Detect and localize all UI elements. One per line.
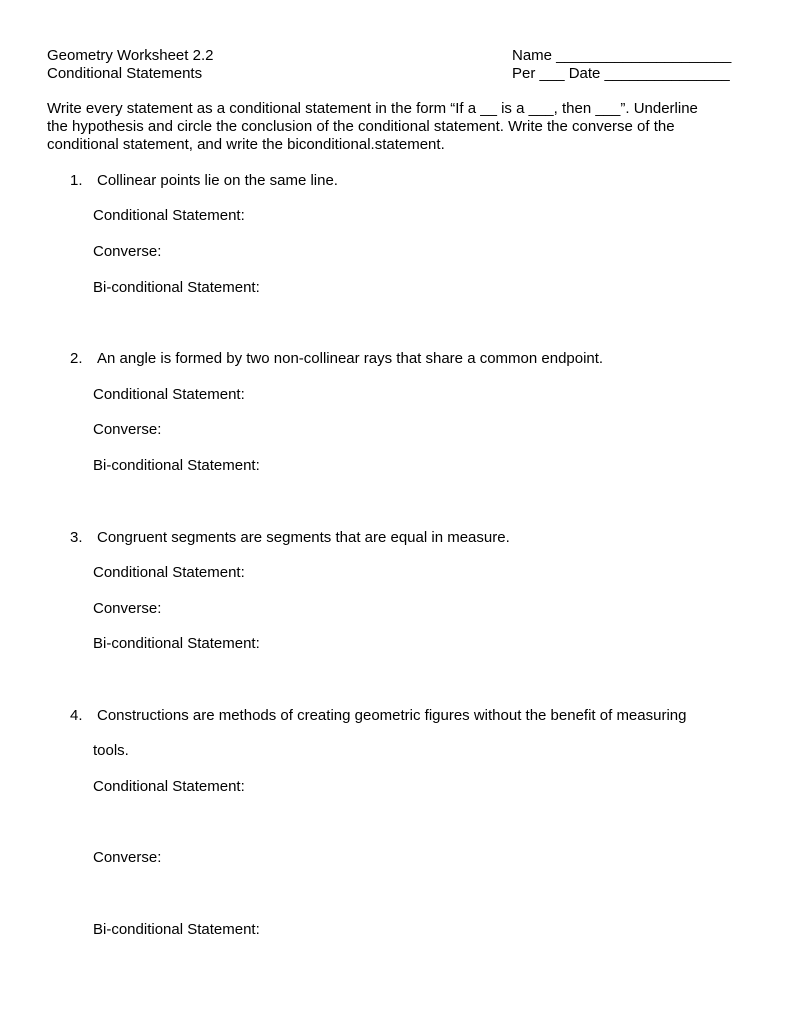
item-3-statement: Congruent segments are segments that are equal in measure.: [97, 529, 510, 546]
instructions: [47, 100, 767, 154]
item-2-biconditional-label: Bi-conditional Statement:: [93, 457, 260, 474]
item-4-biconditional-label: Bi-conditional Statement:: [93, 921, 260, 938]
name-field: Name _____________________: [512, 47, 732, 64]
worksheet-title: Geometry Worksheet 2.2: [47, 47, 214, 64]
instructions-line: Write every statement as a conditional statement in the form “If a __ is a ___, then ___”. Underline: [47, 100, 698, 117]
item-2-number: 2.: [70, 350, 83, 367]
item-4-statement: Constructions are methods of creating geometric figures without the benefit of measuring: [97, 707, 687, 724]
instructions-line: the hypothesis and circle the conclusion of the conditional statement. Write the converse of the: [47, 118, 675, 135]
student-info: [512, 47, 731, 83]
item-2-statement: An angle is formed by two non-collinear rays that share a common endpoint.: [97, 350, 604, 367]
item-1-conditional-label: Conditional Statement:: [93, 207, 245, 224]
item-2-converse-label: Converse:: [93, 421, 162, 438]
item-3-converse-label: Converse:: [93, 600, 162, 617]
item-4-converse-label: Converse:: [93, 849, 162, 866]
item-4-number: 4.: [70, 707, 83, 724]
worksheet-subtitle: Conditional Statements: [47, 65, 203, 82]
instructions-line: conditional statement, and write the biconditional.statement.: [47, 136, 445, 153]
item-1-converse-label: Converse:: [93, 243, 162, 260]
item-4-statement-continued: tools.: [93, 742, 129, 759]
item-3-number: 3.: [70, 529, 83, 546]
per-date-field: Per ___ Date _______________: [512, 65, 730, 82]
item-1-statement: Collinear points lie on the same line.: [97, 172, 338, 189]
item-4-conditional-label: Conditional Statement:: [93, 778, 245, 795]
worksheet-header: [47, 47, 213, 83]
item-1-number: 1.: [70, 172, 83, 189]
item-1-biconditional-label: Bi-conditional Statement:: [93, 279, 260, 296]
item-2-conditional-label: Conditional Statement:: [93, 386, 245, 403]
item-3-conditional-label: Conditional Statement:: [93, 564, 245, 581]
item-3-biconditional-label: Bi-conditional Statement:: [93, 635, 260, 652]
